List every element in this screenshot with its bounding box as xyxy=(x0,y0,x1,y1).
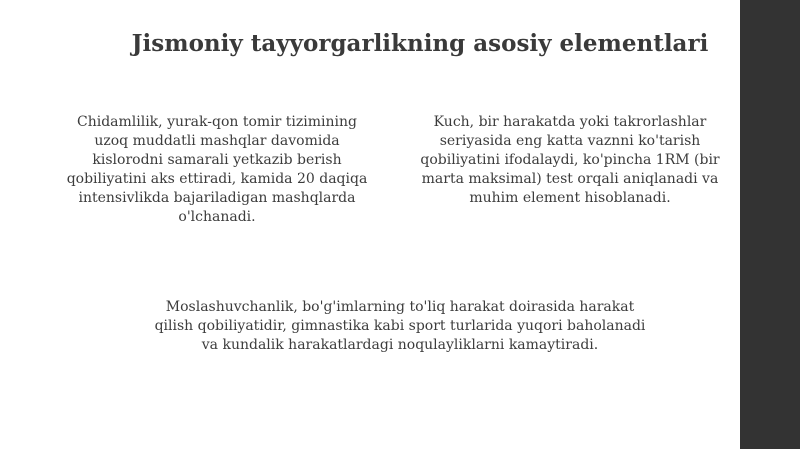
side-bar xyxy=(740,0,800,449)
slide-title: Jismoniy tayyorgarlikning asosiy elementlari xyxy=(131,30,709,57)
flexibility-paragraph: Moslashuvchanlik, bo'g'imlarning to'liq harakat doirasida harakat qilish qobiliyatidir, gimnastika kabi sport turlarida yuqori baholanadi va kundalik harakatlardagi noqulayliklarni kamaytiradi. xyxy=(154,299,646,353)
strength-paragraph: Kuch, bir harakatda yoki takrorlashlar seriyasida eng katta vaznni ko'tarish qobiliyatini ifodalaydi, ko'pincha 1RM (bir marta maksimal) test orqali aniqlanadi va muhim element hisoblanadi. xyxy=(420,114,720,206)
endurance-paragraph: Chidamlilik, yurak-qon tomir tizimining uzoq muddatli mashqlar davomida kislorodni samarali yetkazib berish qobiliyatini aks ettiradi, kamida 20 daqiqa intensivlikda bajariladigan mashqlarda o'lchanadi. xyxy=(66,114,368,225)
